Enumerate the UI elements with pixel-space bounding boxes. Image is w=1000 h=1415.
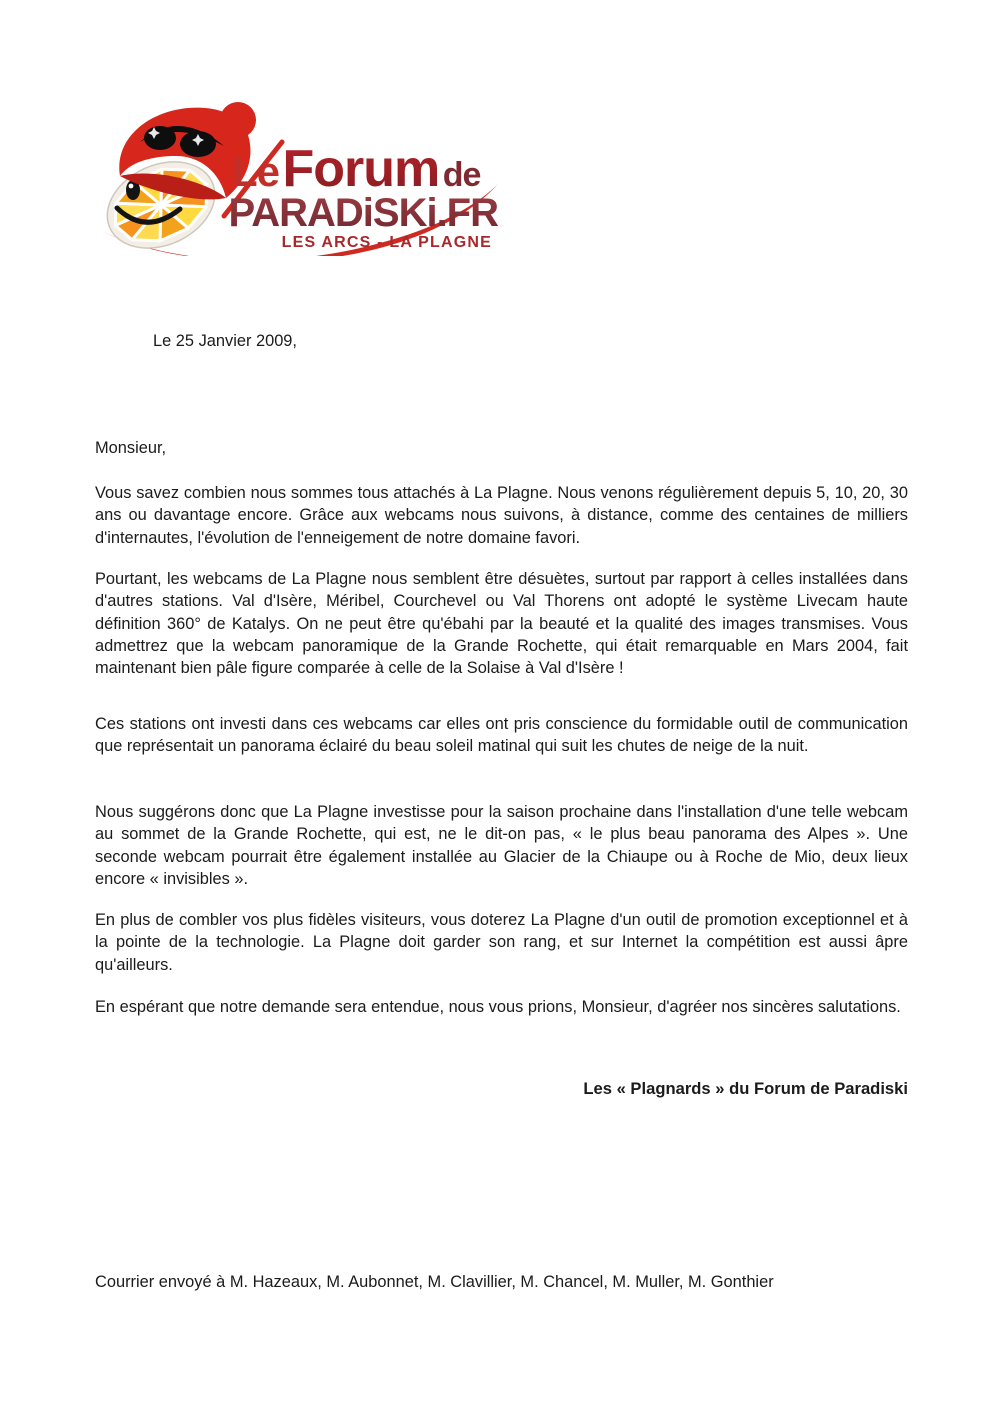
footer-line: Courrier envoyé à M. Hazeaux, M. Aubonnet, M. Clavillier, M. Chancel, M. Muller, M. Gonthier — [95, 1273, 774, 1291]
forum-paradiski-logo — [100, 96, 500, 256]
date-line: Le 25 Janvier 2009, — [153, 332, 297, 350]
logo-title-prefix: Le — [232, 148, 280, 195]
logo-title — [232, 140, 480, 198]
signature-line: Les « Plagnards » du Forum de Paradiski — [583, 1079, 908, 1098]
paragraph-2: Pourtant, les webcams de La Plagne nous semblent être désuètes, surtout par rapport à celles installées dans d'autres stations. Val d'Isère, Méribel, Courchevel ou Val Thorens ont adopté le système Livecam haute définition 360° de Katalys. On ne peut être qu'ébahi par la beauté et la qualité des images transmises. Vous admettrez que la webcam panoramique de la Grande Rochette, qui était remarquable en Mars 2004, fait maintenant bien pâle figure comparée à celle de la Solaise à Val d'Isère ! — [95, 570, 908, 678]
paragraph-6: En espérant que notre demande sera entendue, nous vous prions, Monsieur, d'agréer nos sincères salutations. — [95, 998, 901, 1016]
paragraph-5: En plus de combler vos plus fidèles visiteurs, vous doterez La Plagne d'un outil de promotion exceptionnel et à la pointe de la technologie. La Plagne doit garder son rang, et sur Internet la compétition est aussi âpre qu'ailleurs. — [95, 911, 908, 974]
paragraph-4: Nous suggérons donc que La Plagne investisse pour la saison prochaine dans l'installation d'une telle webcam au sommet de la Grande Rochette, qui est, ne le dit-on pas, « le plus beau panorama des Alpes ». Une seconde webcam pourrait être également installée au Glacier de la Chiaupe ou à Roche de Mio, deux lieux encore « invisibles ». — [95, 803, 908, 888]
pompom-icon — [220, 102, 256, 138]
logo-domain: PARADiSKi.FR — [228, 191, 498, 235]
paragraph-1: Vous savez combien nous sommes tous attachés à La Plagne. Nous venons régulièrement depuis 5, 10, 20, 30 ans ou davantage encore. Grâce aux webcams nous suivons, à distance, comme des centaines de milliers d'internautes, l'évolution de l'enneigement de notre domaine favori. — [95, 484, 908, 547]
logo-title-main: Forum — [282, 140, 440, 198]
logo-tagline: LES ARCS - LA PLAGNE — [281, 234, 492, 251]
logo-title-suffix: de — [442, 156, 481, 194]
paragraph-3: Ces stations ont investi dans ces webcams car elles ont pris conscience du formidable outil de communication que représentait un panorama éclairé du beau soleil matinal qui suit les chutes de neige de la nuit. — [95, 715, 908, 756]
salutation: Monsieur, — [95, 439, 167, 457]
